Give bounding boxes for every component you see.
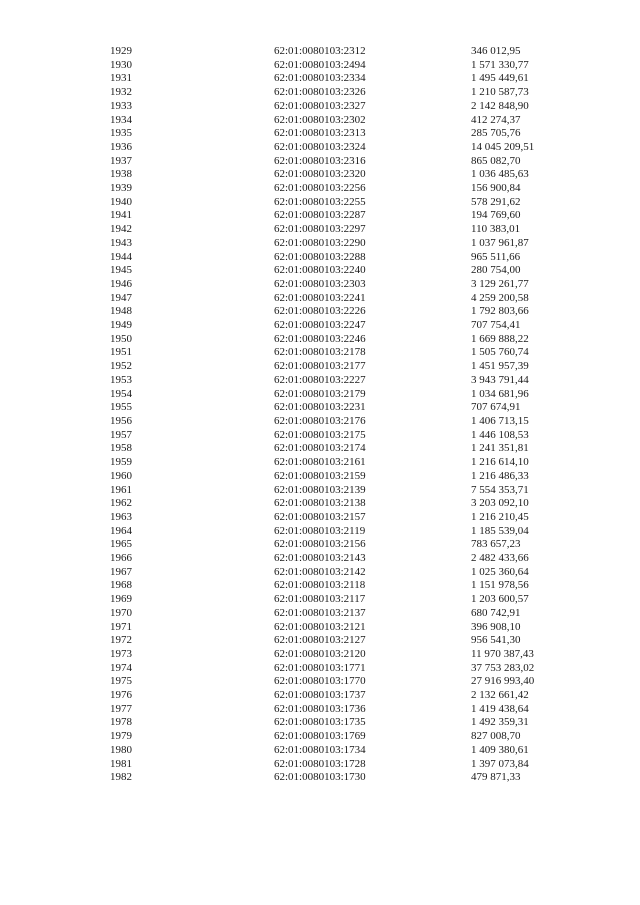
cadastral-value-cell: 1 669 888,22 [471, 332, 529, 345]
cadastral-number-cell: 62:01:0080103:2227 [274, 373, 366, 386]
table-row [110, 566, 581, 580]
table-row [110, 196, 581, 210]
cadastral-value-cell: 37 753 283,02 [471, 661, 535, 674]
cadastral-value-cell: 1 792 803,66 [471, 305, 529, 318]
cadastral-number-cell: 62:01:0080103:1730 [274, 771, 366, 784]
table-row [110, 305, 581, 319]
cadastral-value-cell: 285 705,76 [471, 127, 521, 140]
table-row [110, 264, 581, 278]
cadastral-value-cell: 3 943 791,44 [471, 373, 529, 386]
table-body [110, 45, 581, 785]
cadastral-value-cell: 1 571 330,77 [471, 58, 529, 71]
cadastral-value-cell: 680 742,91 [471, 606, 521, 619]
row-number-cell: 1973 [110, 647, 132, 660]
table-row [110, 278, 581, 292]
table-row [110, 648, 581, 662]
cadastral-number-cell: 62:01:0080103:2494 [274, 58, 366, 71]
cadastral-value-cell: 11 970 387,43 [471, 647, 534, 660]
row-number-cell: 1939 [110, 182, 132, 195]
row-number-cell: 1929 [110, 45, 132, 57]
row-number-cell: 1938 [110, 168, 132, 181]
row-number-cell: 1979 [110, 730, 132, 743]
row-number-cell: 1942 [110, 223, 132, 236]
row-number-cell: 1964 [110, 524, 132, 537]
cadastral-value-cell: 3 203 092,10 [471, 497, 529, 510]
cadastral-number-cell: 62:01:0080103:2174 [274, 442, 366, 455]
cadastral-value-cell: 1 492 359,31 [471, 716, 529, 729]
row-number-cell: 1935 [110, 127, 132, 140]
table-row [110, 442, 581, 456]
cadastral-value-cell: 707 754,41 [471, 319, 521, 332]
cadastral-number-cell: 62:01:0080103:2161 [274, 456, 366, 469]
row-number-cell: 1954 [110, 387, 132, 400]
row-number-cell: 1947 [110, 291, 132, 304]
cadastral-number-cell: 62:01:0080103:2326 [274, 86, 366, 99]
table-row [110, 758, 581, 772]
cadastral-value-cell: 1 185 539,04 [471, 524, 529, 537]
row-number-cell: 1958 [110, 442, 132, 455]
table-row [110, 607, 581, 621]
table-row [110, 182, 581, 196]
row-number-cell: 1951 [110, 346, 132, 359]
cadastral-value-cell: 2 142 848,90 [471, 99, 529, 112]
table-row [110, 484, 581, 498]
cadastral-value-cell: 280 754,00 [471, 264, 521, 277]
row-number-cell: 1977 [110, 702, 132, 715]
cadastral-number-cell: 62:01:0080103:2287 [274, 209, 366, 222]
table-row [110, 771, 581, 785]
cadastral-number-cell: 62:01:0080103:2241 [274, 291, 366, 304]
cadastral-value-cell: 479 871,33 [471, 771, 521, 784]
cadastral-value-cell: 1 241 351,81 [471, 442, 529, 455]
cadastral-number-cell: 62:01:0080103:2159 [274, 469, 366, 482]
cadastral-number-cell: 62:01:0080103:1769 [274, 730, 366, 743]
cadastral-value-cell: 783 657,23 [471, 538, 521, 551]
cadastral-value-cell: 194 769,60 [471, 209, 521, 222]
cadastral-number-cell: 62:01:0080103:1736 [274, 702, 366, 715]
row-number-cell: 1975 [110, 675, 132, 688]
row-number-cell: 1978 [110, 716, 132, 729]
row-number-cell: 1952 [110, 360, 132, 373]
row-number-cell: 1944 [110, 250, 132, 263]
cadastral-value-cell: 1 151 978,56 [471, 579, 529, 592]
table-row [110, 388, 581, 402]
cadastral-number-cell: 62:01:0080103:2334 [274, 72, 366, 85]
cadastral-value-cell: 1 203 600,57 [471, 593, 529, 606]
row-number-cell: 1943 [110, 236, 132, 249]
row-number-cell: 1930 [110, 58, 132, 71]
cadastral-number-cell: 62:01:0080103:2247 [274, 319, 366, 332]
cadastral-number-cell: 62:01:0080103:2156 [274, 538, 366, 551]
cadastral-value-cell: 396 908,10 [471, 620, 521, 633]
row-number-cell: 1961 [110, 483, 132, 496]
row-number-cell: 1940 [110, 195, 132, 208]
table-row [110, 292, 581, 306]
cadastral-number-cell: 62:01:0080103:2117 [274, 593, 366, 606]
cadastral-value-cell: 1 409 380,61 [471, 743, 529, 756]
cadastral-number-cell: 62:01:0080103:2127 [274, 634, 366, 647]
cadastral-number-cell: 62:01:0080103:2143 [274, 552, 366, 565]
cadastral-number-cell: 62:01:0080103:2290 [274, 236, 366, 249]
cadastral-number-cell: 62:01:0080103:2303 [274, 277, 366, 290]
table-row [110, 72, 581, 86]
cadastral-value-cell: 1 446 108,53 [471, 428, 529, 441]
cadastral-number-cell: 62:01:0080103:1770 [274, 675, 366, 688]
cadastral-value-cell: 1 419 438,64 [471, 702, 529, 715]
cadastral-value-cell: 956 541,30 [471, 634, 521, 647]
cadastral-number-cell: 62:01:0080103:2120 [274, 647, 366, 660]
cadastral-number-cell: 62:01:0080103:2175 [274, 428, 366, 441]
cadastral-value-cell: 1 216 210,45 [471, 510, 529, 523]
cadastral-value-cell: 1 505 760,74 [471, 346, 529, 359]
cadastral-number-cell: 62:01:0080103:2137 [274, 606, 366, 619]
cadastral-value-cell: 14 045 209,51 [471, 140, 535, 153]
table-row [110, 689, 581, 703]
table-row [110, 552, 581, 566]
cadastral-number-cell: 62:01:0080103:2138 [274, 497, 366, 510]
cadastral-number-cell: 62:01:0080103:2312 [274, 45, 366, 57]
cadastral-value-cell: 156 900,84 [471, 182, 521, 195]
table-row [110, 86, 581, 100]
cadastral-value-cell: 1 034 681,96 [471, 387, 529, 400]
table-row [110, 237, 581, 251]
row-number-cell: 1933 [110, 99, 132, 112]
cadastral-value-cell: 1 495 449,61 [471, 72, 529, 85]
cadastral-number-cell: 62:01:0080103:2142 [274, 565, 366, 578]
cadastral-number-cell: 62:01:0080103:1734 [274, 743, 366, 756]
cadastral-value-cell: 27 916 993,40 [471, 675, 535, 688]
table-row [110, 538, 581, 552]
cadastral-number-cell: 62:01:0080103:2316 [274, 154, 366, 167]
cadastral-number-cell: 62:01:0080103:2240 [274, 264, 366, 277]
row-number-cell: 1941 [110, 209, 132, 222]
cadastral-value-cell: 110 383,01 [471, 223, 521, 236]
table-row [110, 456, 581, 470]
cadastral-number-cell: 62:01:0080103:2327 [274, 99, 366, 112]
table-row [110, 59, 581, 73]
row-number-cell: 1957 [110, 428, 132, 441]
table-row [110, 429, 581, 443]
cadastral-number-cell: 62:01:0080103:2118 [274, 579, 366, 592]
row-number-cell: 1945 [110, 264, 132, 277]
cadastral-number-cell: 62:01:0080103:2256 [274, 182, 366, 195]
table-row [110, 730, 581, 744]
cadastral-value-cell: 578 291,62 [471, 195, 521, 208]
table-row [110, 319, 581, 333]
row-number-cell: 1980 [110, 743, 132, 756]
table-row [110, 703, 581, 717]
cadastral-number-cell: 62:01:0080103:2302 [274, 113, 366, 126]
cadastral-value-cell: 1 397 073,84 [471, 757, 529, 770]
row-number-cell: 1976 [110, 689, 132, 702]
cadastral-value-cell: 1 216 614,10 [471, 456, 529, 469]
cadastral-value-cell: 2 132 661,42 [471, 689, 529, 702]
row-number-cell: 1937 [110, 154, 132, 167]
cadastral-number-cell: 62:01:0080103:1737 [274, 689, 366, 702]
table-row [110, 525, 581, 539]
row-number-cell: 1972 [110, 634, 132, 647]
row-number-cell: 1968 [110, 579, 132, 592]
row-number-cell: 1962 [110, 497, 132, 510]
row-number-cell: 1966 [110, 552, 132, 565]
row-number-cell: 1965 [110, 538, 132, 551]
row-number-cell: 1959 [110, 456, 132, 469]
cadastral-value-cell: 7 554 353,71 [471, 483, 529, 496]
cadastral-number-cell: 62:01:0080103:2177 [274, 360, 366, 373]
cadastral-number-cell: 62:01:0080103:2179 [274, 387, 366, 400]
row-number-cell: 1967 [110, 565, 132, 578]
cadastral-number-cell: 62:01:0080103:2324 [274, 140, 366, 153]
cadastral-value-table [110, 45, 581, 785]
row-number-cell: 1963 [110, 510, 132, 523]
row-number-cell: 1953 [110, 373, 132, 386]
table-row [110, 141, 581, 155]
row-number-cell: 1981 [110, 757, 132, 770]
row-number-cell: 1960 [110, 469, 132, 482]
table-row [110, 209, 581, 223]
cadastral-value-cell: 1 216 486,33 [471, 469, 529, 482]
table-row [110, 374, 581, 388]
cadastral-value-cell: 1 451 957,39 [471, 360, 529, 373]
table-row [110, 333, 581, 347]
row-number-cell: 1934 [110, 113, 132, 126]
table-row [110, 415, 581, 429]
table-row [110, 497, 581, 511]
cadastral-number-cell: 62:01:0080103:1728 [274, 757, 366, 770]
table-row [110, 744, 581, 758]
row-number-cell: 1956 [110, 414, 132, 427]
row-number-cell: 1971 [110, 620, 132, 633]
cadastral-number-cell: 62:01:0080103:2121 [274, 620, 366, 633]
table-row [110, 127, 581, 141]
cadastral-value-cell: 865 082,70 [471, 154, 521, 167]
row-number-cell: 1931 [110, 72, 132, 85]
table-row [110, 675, 581, 689]
cadastral-value-cell: 1 025 360,64 [471, 565, 529, 578]
table-row [110, 621, 581, 635]
row-number-cell: 1969 [110, 593, 132, 606]
row-number-cell: 1982 [110, 771, 132, 784]
table-row [110, 401, 581, 415]
row-number-cell: 1948 [110, 305, 132, 318]
cadastral-number-cell: 62:01:0080103:2320 [274, 168, 366, 181]
cadastral-value-cell: 412 274,37 [471, 113, 521, 126]
cadastral-value-cell: 346 012,95 [471, 45, 521, 57]
cadastral-value-cell: 1 037 961,87 [471, 236, 529, 249]
cadastral-number-cell: 62:01:0080103:2231 [274, 401, 366, 414]
cadastral-number-cell: 62:01:0080103:2139 [274, 483, 366, 496]
table-row [110, 662, 581, 676]
row-number-cell: 1949 [110, 319, 132, 332]
cadastral-value-cell: 1 210 587,73 [471, 86, 529, 99]
cadastral-number-cell: 62:01:0080103:2176 [274, 414, 366, 427]
cadastral-number-cell: 62:01:0080103:2226 [274, 305, 366, 318]
table-row [110, 251, 581, 265]
cadastral-value-cell: 1 406 713,15 [471, 414, 529, 427]
cadastral-value-cell: 3 129 261,77 [471, 277, 529, 290]
row-number-cell: 1970 [110, 606, 132, 619]
cadastral-number-cell: 62:01:0080103:2313 [274, 127, 366, 140]
table-row [110, 593, 581, 607]
cadastral-number-cell: 62:01:0080103:2288 [274, 250, 366, 263]
table-row [110, 168, 581, 182]
table-row [110, 511, 581, 525]
table-row [110, 579, 581, 593]
cadastral-number-cell: 62:01:0080103:2246 [274, 332, 366, 345]
table-row [110, 716, 581, 730]
cadastral-value-cell: 2 482 433,66 [471, 552, 529, 565]
table-row [110, 360, 581, 374]
row-number-cell: 1955 [110, 401, 132, 414]
row-number-cell: 1932 [110, 86, 132, 99]
table-row [110, 155, 581, 169]
cadastral-number-cell: 62:01:0080103:1771 [274, 661, 366, 674]
table-row [110, 114, 581, 128]
cadastral-number-cell: 62:01:0080103:2178 [274, 346, 366, 359]
cadastral-number-cell: 62:01:0080103:2255 [274, 195, 366, 208]
row-number-cell: 1974 [110, 661, 132, 674]
row-number-cell: 1936 [110, 140, 132, 153]
cadastral-number-cell: 62:01:0080103:1735 [274, 716, 366, 729]
table-row [110, 223, 581, 237]
table-row [110, 470, 581, 484]
table-row [110, 634, 581, 648]
cadastral-value-cell: 1 036 485,63 [471, 168, 529, 181]
row-number-cell: 1950 [110, 332, 132, 345]
cadastral-number-cell: 62:01:0080103:2157 [274, 510, 366, 523]
cadastral-value-cell: 827 008,70 [471, 730, 521, 743]
table-row [110, 45, 581, 59]
cadastral-value-cell: 4 259 200,58 [471, 291, 529, 304]
cadastral-number-cell: 62:01:0080103:2297 [274, 223, 366, 236]
table-row [110, 346, 581, 360]
row-number-cell: 1946 [110, 277, 132, 290]
cadastral-number-cell: 62:01:0080103:2119 [274, 524, 366, 537]
cadastral-value-cell: 707 674,91 [471, 401, 521, 414]
cadastral-value-cell: 965 511,66 [471, 250, 521, 263]
table-row [110, 100, 581, 114]
